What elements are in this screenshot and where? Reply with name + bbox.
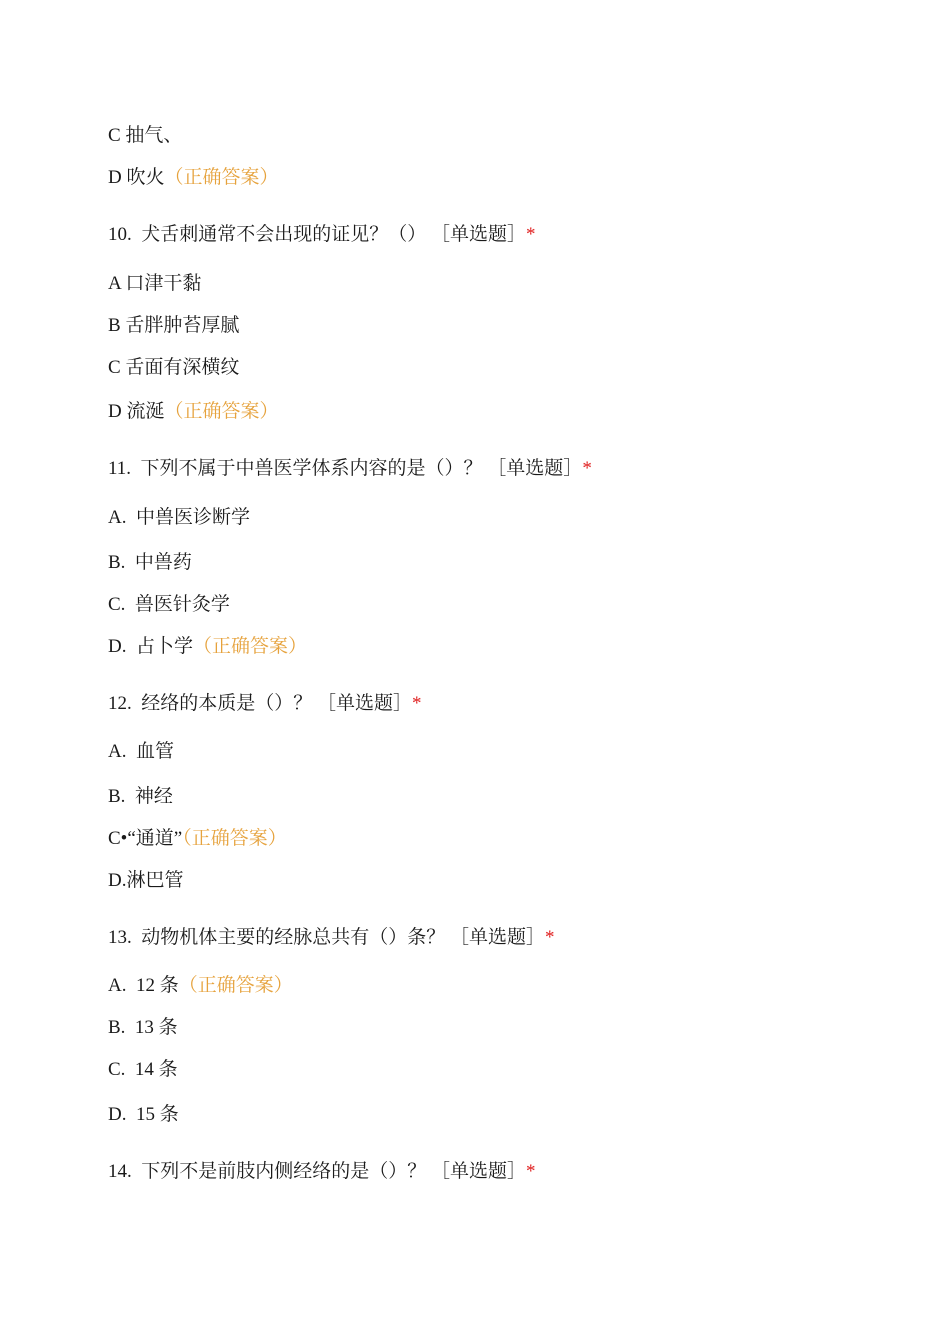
question-14 — [108, 1160, 536, 1184]
option-d-q9 — [108, 166, 279, 190]
correct-answer-label: （正确答案） — [178, 975, 293, 996]
option-c-q10 — [108, 356, 239, 380]
correct-answer-label: （正确答案） — [182, 828, 287, 849]
option-b-q13 — [108, 1016, 178, 1040]
question-11 — [108, 457, 592, 481]
option-text: B. 中兽药 — [108, 552, 192, 573]
question-text: 13. 动物机体主要的经脉总共有（）条？ — [108, 927, 451, 948]
option-a-q11 — [108, 506, 250, 530]
correct-answer-label: （正确答案） — [192, 636, 307, 657]
required-mark: * — [582, 458, 592, 479]
option-text: A. 中兽医诊断学 — [108, 507, 250, 528]
option-text: D. 15 条 — [108, 1104, 179, 1125]
question-type-tag: ［单选题］ — [317, 693, 413, 714]
question-text: 14. 下列不是前肢内侧经络的是（）？ — [108, 1161, 432, 1182]
question-text: 11. 下列不属于中兽医学体系内容的是（）？ — [108, 458, 488, 479]
question-type-tag: ［单选题］ — [450, 927, 546, 948]
option-text: C 抽气、 — [108, 125, 183, 146]
required-mark: * — [526, 1161, 536, 1182]
option-text: D 吹火 — [108, 167, 165, 188]
option-d-q11 — [108, 635, 307, 659]
option-text: D.淋巴管 — [108, 870, 184, 891]
option-a-q10 — [108, 272, 201, 296]
option-d-q10 — [108, 400, 279, 424]
option-a-q13 — [108, 974, 293, 998]
option-text: A. 12 条 — [108, 975, 179, 996]
required-mark: * — [412, 693, 422, 714]
correct-answer-label: （正确答案） — [164, 401, 279, 422]
option-text: B. 13 条 — [108, 1017, 178, 1038]
option-text: B 舌胖肿苔厚腻 — [108, 315, 240, 336]
question-text: 12. 经络的本质是（）？ — [108, 693, 318, 714]
option-text: C. 兽医针灸学 — [108, 594, 230, 615]
option-c-q11 — [108, 593, 230, 617]
question-text: 10. 犬舌刺通常不会出现的证见？（） — [108, 224, 432, 245]
option-text: B. 神经 — [108, 786, 173, 807]
option-c-q12 — [108, 827, 287, 851]
option-a-q12 — [108, 740, 174, 764]
option-c-q9 — [108, 124, 182, 148]
option-text: A 口津干黏 — [108, 273, 202, 294]
correct-answer-label: （正确答案） — [164, 167, 279, 188]
required-mark: * — [545, 927, 555, 948]
option-b-q10 — [108, 314, 239, 338]
option-text: C 舌面有深横纹 — [108, 357, 240, 378]
option-b-q11 — [108, 551, 192, 575]
question-12 — [108, 692, 422, 716]
option-text: D. 占卜学 — [108, 636, 193, 657]
option-d-q12 — [108, 869, 183, 893]
option-text: D 流涎 — [108, 401, 165, 422]
required-mark: * — [526, 224, 536, 245]
option-c-q13 — [108, 1058, 178, 1082]
question-13 — [108, 926, 555, 950]
option-text: A. 血管 — [108, 741, 174, 762]
question-type-tag: ［单选题］ — [431, 224, 527, 245]
option-text: C. 14 条 — [108, 1059, 178, 1080]
question-type-tag: ［单选题］ — [431, 1161, 527, 1182]
question-type-tag: ［单选题］ — [487, 458, 583, 479]
option-b-q12 — [108, 785, 173, 809]
option-text: C•“通道” — [108, 828, 183, 849]
question-10 — [108, 223, 536, 247]
option-d-q13 — [108, 1103, 179, 1127]
